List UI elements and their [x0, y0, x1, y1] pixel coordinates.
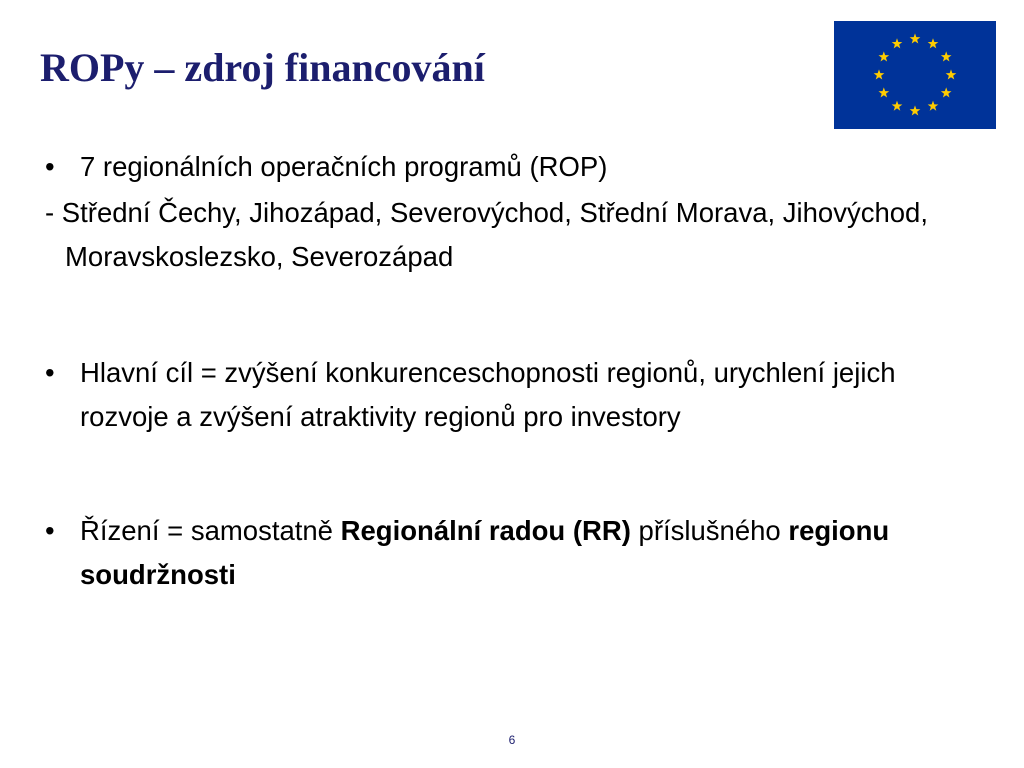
- eu-flag-icon: [834, 21, 996, 129]
- spacer: [45, 279, 985, 351]
- slide-title: ROPy – zdroj financování: [40, 45, 485, 90]
- bullet-item-main-goal: [45, 351, 985, 439]
- bullet-item-management: [45, 509, 985, 597]
- bullet-text-bold: Regionální radou (RR): [340, 515, 631, 546]
- bullet-glyph: •: [45, 357, 55, 388]
- bullet-item-rop-count: [45, 145, 985, 189]
- slide-content: [45, 145, 985, 597]
- regions-list: - Střední Čechy, Jihozápad, Severovýchod, Střední Morava, Jihovýchod, Moravskoslezsko, Severozápad: [45, 197, 928, 272]
- page-number: 6: [508, 733, 516, 747]
- bullet-text: 7 regionálních operačních programů (ROP): [80, 151, 608, 182]
- bullet-text-part: Řízení = samostatně: [80, 515, 341, 546]
- bullet-glyph: •: [45, 151, 55, 182]
- bullet-text-part: příslušného: [630, 515, 789, 546]
- spacer: [45, 439, 985, 509]
- bullet-text-bold: regionu soudržnosti: [80, 515, 890, 590]
- bullet-glyph: •: [45, 515, 55, 546]
- bullet-text: Hlavní cíl = zvýšení konkurenceschopnosti regionů, urychlení jejich rozvoje a zvýšení atraktivity regionů pro investory: [80, 357, 896, 432]
